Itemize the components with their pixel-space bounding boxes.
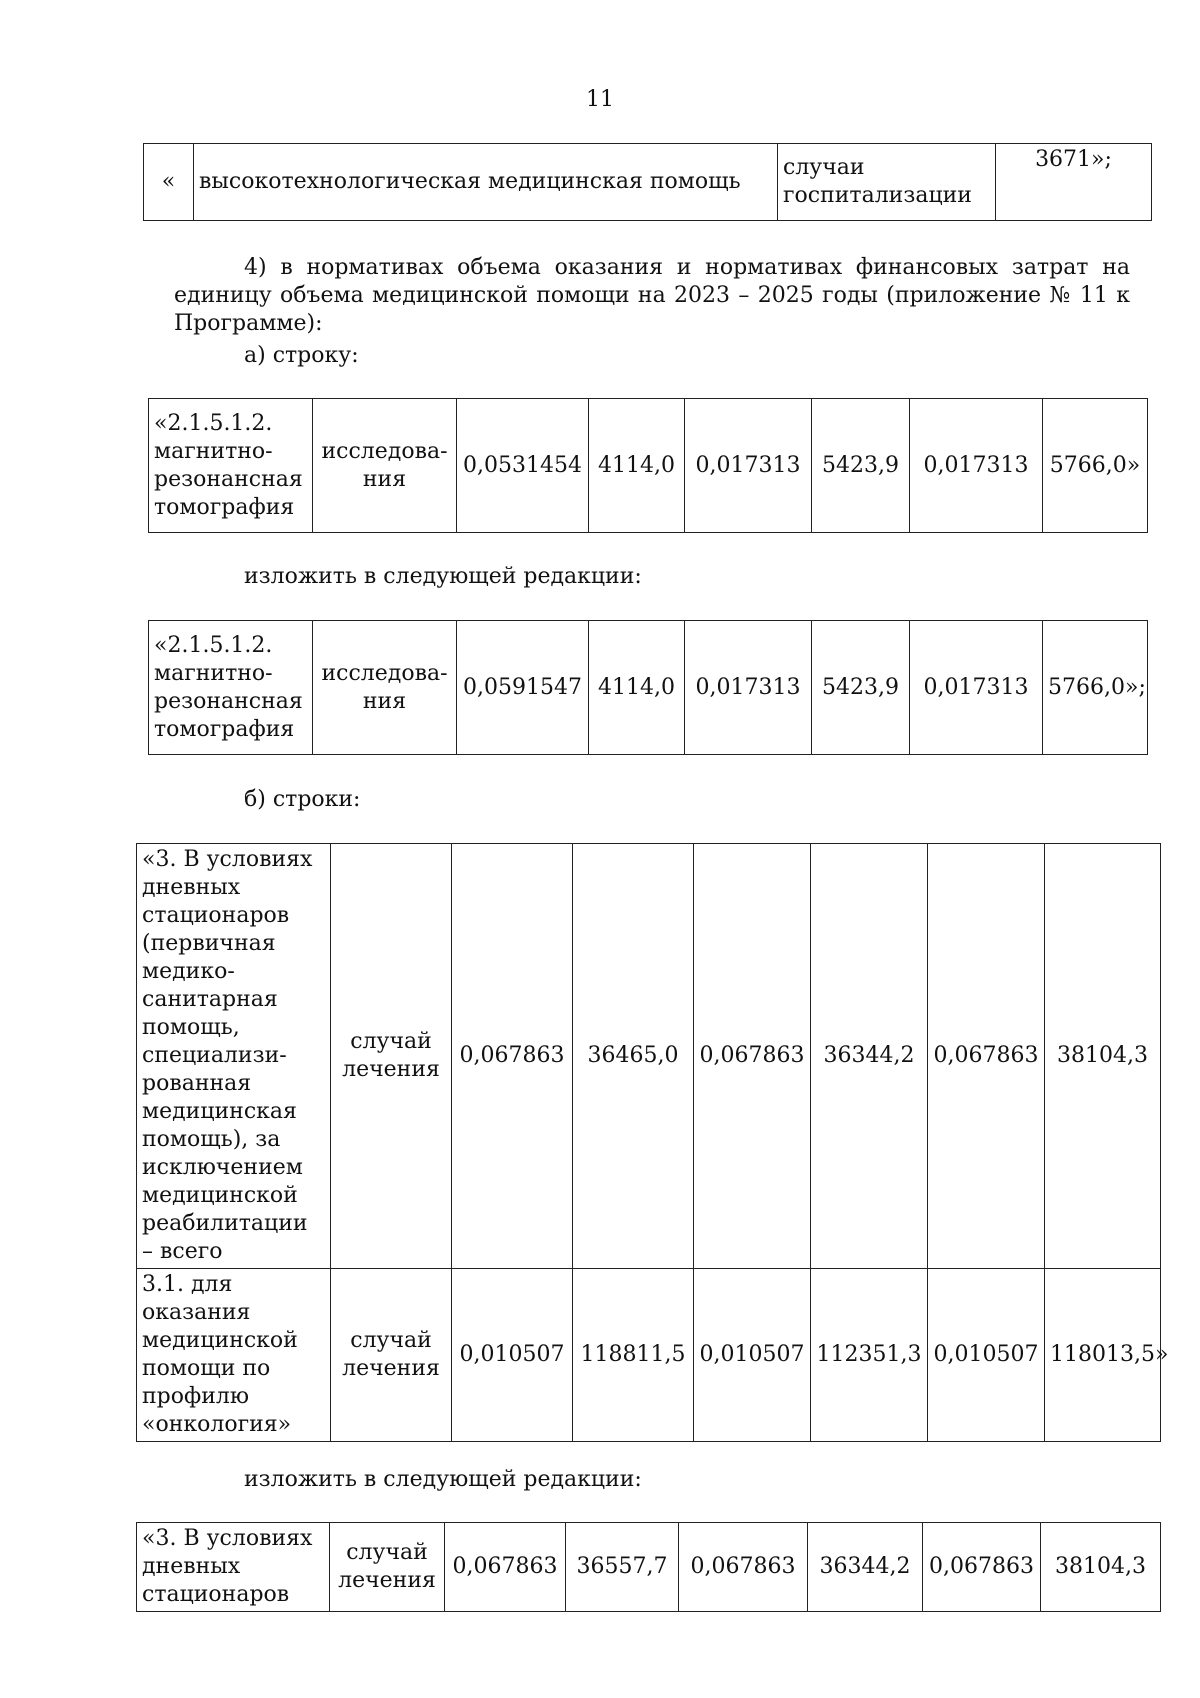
quote-mark-cell: « (144, 144, 194, 221)
subitem-a-label: а) строку: (244, 343, 359, 368)
value-cell: 5423,9 (812, 399, 910, 533)
value-cell: 0,067863 (452, 844, 573, 1269)
value-cell: 0,010507 (928, 1269, 1045, 1442)
value-cell: 4114,0 (589, 399, 685, 533)
table-high-tech-care (143, 143, 1152, 221)
value-cell: 38104,3 (1045, 844, 1161, 1269)
value-cell: 0,067863 (923, 1523, 1041, 1612)
unit-cell: исследова-ния (313, 399, 457, 533)
value-cell: 0,017313 (685, 399, 812, 533)
value-cell: 4114,0 (589, 621, 685, 755)
indicator-cell: «2.1.5.1.2. магнитно-резонансная томография (149, 621, 313, 755)
value-cell: 36344,2 (811, 844, 928, 1269)
value-cell: 5766,0» (1043, 399, 1148, 533)
table-mri-new (148, 620, 1148, 755)
value-cell: 0,017313 (910, 399, 1043, 533)
paragraph-item-4 (174, 254, 1130, 338)
value-cell: 5766,0»; (1043, 621, 1148, 755)
value-cell: 38104,3 (1041, 1523, 1161, 1612)
value-cell: 3671»; (996, 144, 1152, 221)
value-cell: 0,067863 (679, 1523, 808, 1612)
table-row (144, 144, 1152, 221)
value-cell: 0,010507 (452, 1269, 573, 1442)
page-number: 11 (586, 87, 614, 112)
value-cell: 0,010507 (694, 1269, 811, 1442)
value-cell: 5423,9 (812, 621, 910, 755)
indicator-cell: «3. В условиях дневных стационаров (137, 1523, 330, 1612)
value-cell: 0,0531454 (457, 399, 589, 533)
table-row (137, 1523, 1161, 1612)
value-cell: 36344,2 (808, 1523, 923, 1612)
value-cell: 118811,5 (573, 1269, 694, 1442)
value-cell: 0,067863 (694, 844, 811, 1269)
unit-cell: исследова-ния (313, 621, 457, 755)
care-type-cell: высокотехнологическая медицинская помощь (194, 144, 778, 221)
table-row (149, 621, 1148, 755)
value-cell: 0,017313 (685, 621, 812, 755)
unit-cell: случай лечения (331, 1269, 452, 1442)
table-row (149, 399, 1148, 533)
subitem-b-label: б) строки: (244, 787, 361, 812)
table-mri-old (148, 398, 1148, 533)
value-cell: 36465,0 (573, 844, 694, 1269)
unit-cell: случай лечения (330, 1523, 445, 1612)
table-row (137, 1269, 1161, 1442)
edit-label-2: изложить в следующей редакции: (244, 1467, 642, 1492)
value-cell: 118013,5» (1045, 1269, 1161, 1442)
table-day-hospital-new (136, 1522, 1161, 1612)
value-cell: 0,067863 (928, 844, 1045, 1269)
value-cell: 0,017313 (910, 621, 1043, 755)
value-cell: 0,0591547 (457, 621, 589, 755)
table-day-hospital-old (136, 843, 1169, 1442)
indicator-cell: «3. В условиях дневных стационаров (первичная медико-санитарная помощь, специализи-рованная медицинская помощь), за исключением медицинской реабилитации – всего (137, 844, 331, 1269)
value-cell: 36557,7 (566, 1523, 679, 1612)
edit-label-1: изложить в следующей редакции: (244, 564, 642, 589)
unit-cell: случаи госпитализации (778, 144, 996, 221)
value-cell: 0,067863 (445, 1523, 566, 1612)
paragraph-item-4-text: 4) в нормативах объема оказания и нормативах финансовых затрат на единицу объема медицинской помощи на 2023 – 2025 годы (приложение № 11 к Программе): (174, 255, 1130, 336)
unit-cell: случай лечения (331, 844, 452, 1269)
indicator-cell: «2.1.5.1.2. магнитно-резонансная томография (149, 399, 313, 533)
indicator-cell: 3.1. для оказания медицинской помощи по профилю «онкология» (137, 1269, 331, 1442)
value-cell: 112351,3 (811, 1269, 928, 1442)
table-row (137, 844, 1161, 1269)
